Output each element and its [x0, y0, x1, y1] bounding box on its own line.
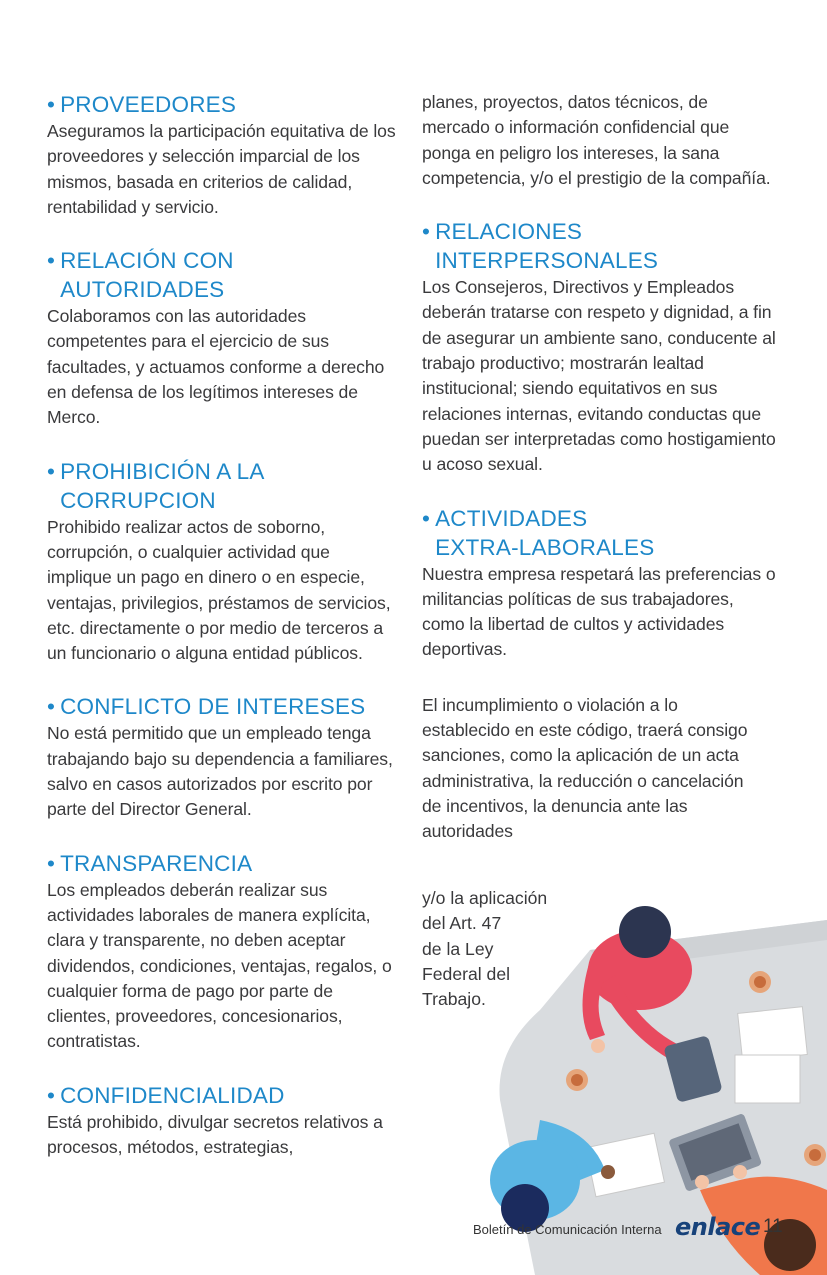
heading-title: PROVEEDORES — [60, 92, 237, 117]
closing-paragraph: El incumplimiento o violación a lo establecido en este código, traerá consigo sanciones, como la aplicación de un acta administrativa, la reducción o cancelación de incentivos, la denuncia ante las autoridades — [422, 694, 748, 842]
section-body: Los empleados deberán realizar sus actividades laborales de manera explícita, clara y transparente, no deben aceptar dividendos, condiciones, ventajas, regalos, o cualquier forma de pago por parte de clientes, proveedores, concesionarios, contratistas. — [47, 879, 392, 1052]
heading-title: RELACIONES INTERPERSONALES — [435, 219, 659, 274]
section-heading: • RELACIONES INTERPERSONALES — [422, 219, 659, 274]
section-transparencia — [47, 849, 399, 1055]
right-column — [422, 90, 777, 845]
section-body: No está permitido que un empleado tenga trabajando bajo su dependencia a familiares, salvo en casos autorizados por escrito por parte del Director General. — [47, 723, 393, 820]
footer-label: Boletín de Comunicación Interna — [473, 1222, 662, 1237]
section-conflicto-intereses — [47, 692, 399, 822]
section-relaciones-interpersonales — [422, 217, 777, 477]
section-proveedores — [47, 90, 399, 220]
section-body: Nuestra empresa respetará las preferencias o militancias políticas de sus trabajadores, como la libertad de cultos y actividades deportivas. — [422, 563, 776, 660]
section-relacion-autoridades — [47, 246, 399, 430]
paper — [735, 1055, 800, 1103]
section-body: Prohibido realizar actos de soborno, corrupción, o cualquier actividad que implique un pago en dinero o en especie, ventajas, privilegios, préstamos de servicios, etc. directamente o por medio de terceros a un funcionario o alguna entidad públicos. — [47, 516, 391, 664]
heading-title: PROHIBICIÓN A LA CORRUPCION — [60, 458, 265, 513]
heading-title: CONFIDENCIALIDAD — [60, 1082, 285, 1108]
page-number: 11 — [763, 1216, 783, 1237]
closing-tail-line: de la Ley — [422, 938, 494, 959]
section-heading: • PROHIBICIÓN A LA CORRUPCION — [47, 458, 265, 513]
closing-tail-line: Federal del — [422, 963, 511, 984]
section-heading: • RELACIÓN CON AUTORIDADES — [47, 248, 234, 303]
section-heading: • PROVEEDORES — [47, 92, 237, 117]
section-heading: • CONFLICTO DE INTERESES — [47, 694, 366, 720]
section-heading: • ACTIVIDADES EXTRA-LABORALES — [422, 505, 655, 560]
heading-title: RELACIÓN CON AUTORIDADES — [60, 248, 234, 303]
closing-tail-line: y/o la aplicación — [422, 888, 548, 908]
section-body: Aseguramos la participación equitativa de los proveedores y selección imparcial de los mismos, basada en criterios de calidad, rentabilidad y servicio. — [47, 121, 396, 217]
closing-tail-line: Trabajo. — [422, 989, 486, 1010]
brand-logo: enlace — [675, 1213, 761, 1241]
section-body: Colaboramos con las autoridades competentes para el ejercicio de sus facultades, y actuamos conforme a derecho en defensa de los legítimos intereses de Merco. — [47, 306, 385, 428]
heading-title: CONFLICTO DE INTERESES — [60, 694, 366, 720]
section-body: Está prohibido, divulgar secretos relativos a procesos, métodos, estrategias, — [47, 1111, 383, 1158]
section-confidencialidad — [47, 1081, 399, 1161]
continued-paragraph: planes, proyectos, datos técnicos, de mercado o información confidencial que ponga en peligro los intereses, la sana competencia, y/o el prestigio de la compañía. — [422, 92, 771, 188]
section-body: Los Consejeros, Directivos y Empleados deberán tratarse con respeto y dignidad, a fin de asegurar un ambiente sano, conducente al trabajo productivo; mostrarán lealtad institucional; siendo equitativos en sus relaciones internas, evitando conductas que puedan ser interpretadas como hostigamiento u acoso sexual. — [422, 277, 776, 475]
section-prohibicion-corrupcion — [47, 457, 399, 667]
section-actividades-extralaborales — [422, 504, 777, 663]
paper — [738, 1007, 808, 1062]
closing-tail-line: del Art. 47 — [422, 913, 502, 934]
section-heading: • CONFIDENCIALIDAD — [47, 1082, 285, 1108]
section-heading: • TRANSPARENCIA — [47, 850, 253, 876]
left-column — [47, 90, 399, 1180]
heading-title: TRANSPARENCIA — [60, 850, 253, 876]
heading-title: ACTIVIDADES EXTRA-LABORALES — [435, 505, 655, 560]
